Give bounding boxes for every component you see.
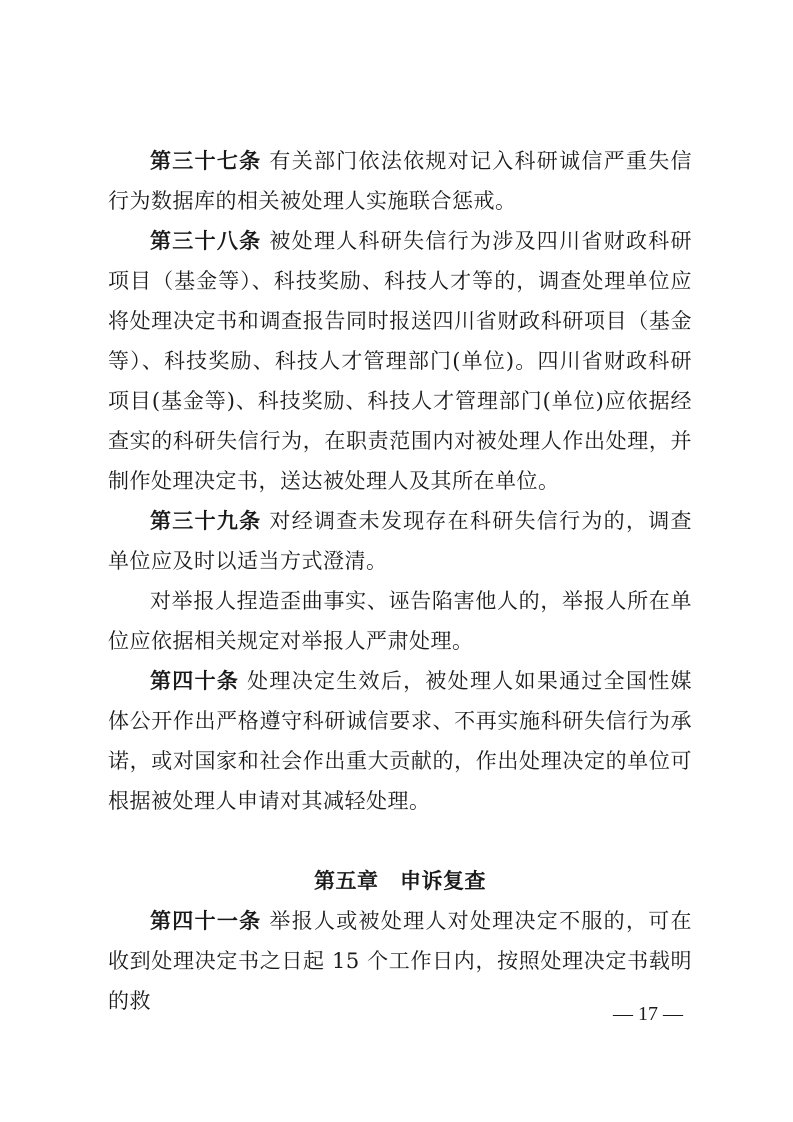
article-label: 第四十一条 [150,909,262,933]
article-label: 第四十条 [150,669,240,693]
chapter-title: 第五章 申诉复查 [314,869,486,893]
article-text: 举报人或被处理人对处理决定不服的，可在收到处理决定书之日起 15 个工作日内，按照处理决定书载明的救 [108,909,693,1013]
article-37 [108,141,692,221]
article-text: 被处理人科研失信行为涉及四川省财政科研项目（基金等）、科技奖励、科技人才等的，调查处理单位应将处理决定书和调查报告同时报送四川省财政科研项目（基金等）、科技奖励、科技人才管理部门(单位)。四川省财政科研项目(基金等)、科技奖励、科技人才管理部门(单位)应依据经查实的科研失信行为，在职责范围内对被处理人作出处理，并制作处理决定书，送达被处理人及其所在单位。 [108,229,693,493]
article-38 [108,221,692,501]
article-label: 第三十八条 [150,229,262,253]
article-label: 第三十九条 [150,509,262,533]
page-number: — 17 — [613,1003,683,1025]
article-text: 有关部门依法依规对记入科研诚信严重失信行为数据库的相关被处理人实施联合惩戒。 [108,149,693,213]
article-text: 对经调查未发现存在科研失信行为的，调查单位应及时以适当方式澄清。 [108,509,693,573]
document-body [108,141,692,1021]
paragraph-text: 对举报人捏造歪曲事实、诬告陷害他人的，举报人所在单位应依据相关规定对举报人严肃处理。 [108,589,692,653]
article-39-paragraph-2 [108,581,692,661]
article-41 [108,901,692,1021]
article-40 [108,661,692,821]
article-text: 处理决定生效后，被处理人如果通过全国性媒体公开作出严格遵守科研诚信要求、不再实施科研失信行为承诺，或对国家和社会作出重大贡献的，作出处理决定的单位可根据被处理人申请对其减轻处理。 [108,669,693,813]
article-label: 第三十七条 [150,149,262,173]
article-39 [108,501,692,581]
